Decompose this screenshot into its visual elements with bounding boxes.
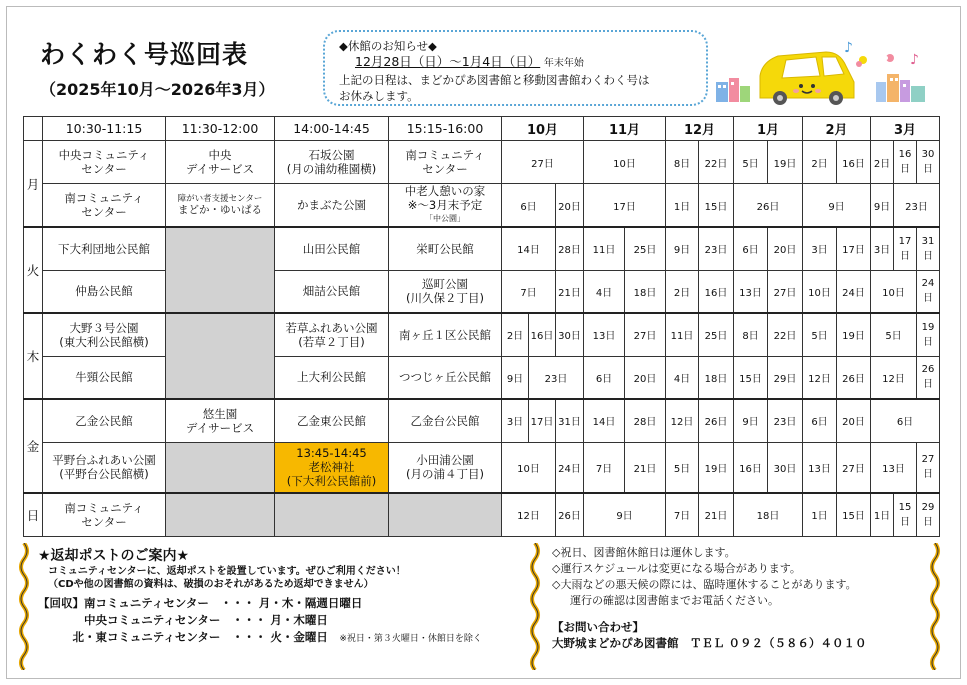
location-cell: 南コミュニティ センター [389,141,502,184]
date-cell: 23日 [768,399,803,442]
date-cell: 27日 [502,141,584,184]
table-row [24,184,940,228]
date-cell: 10日 [871,270,917,313]
collection-schedule [38,595,526,648]
location-cell: 大野３号公園 (東大利公民館横) [43,313,166,356]
table-row [24,442,940,493]
date-cell: 5日 [666,442,699,493]
location-cell: 畑詰公民館 [275,270,389,313]
day-label: 日 [24,493,43,536]
month-header: 10月 [502,117,584,141]
closure-notice [323,30,708,106]
date-cell: 27日 [837,442,871,493]
date-cell: 14日 [502,227,556,270]
notice-dates [339,54,692,72]
date-cell: 10日 [502,442,556,493]
date-cell: 7日 [502,270,556,313]
date-cell: 20日 [625,356,666,399]
date-cell: 15日 [894,493,917,536]
date-cell: 18日 [734,493,803,536]
date-cell: 14日 [584,399,625,442]
date-cell: 4日 [666,356,699,399]
notice-date-suffix: 年末年始 [543,58,584,69]
date-cell: 11日 [666,313,699,356]
date-cell: 9日 [871,184,894,228]
date-cell: 3日 [803,227,837,270]
date-cell: 3日 [871,227,894,270]
date-cell: 5日 [803,313,837,356]
day-label: 木 [24,313,43,399]
header-row [24,117,940,141]
date-cell: 8日 [734,313,768,356]
date-cell: 27日 [768,270,803,313]
location-cell: かまぶた公園 [275,184,389,228]
date-cell: 30日 [768,442,803,493]
date-cell: 31日 [556,399,584,442]
date-cell: 27日 [625,313,666,356]
date-cell: 25日 [699,313,734,356]
notice-body-2: お休みします。 [339,89,419,103]
svg-text:♪: ♪ [910,52,919,68]
date-cell: 13日 [584,313,625,356]
location-cell: 悠生園 デイサービス [166,399,275,442]
table-row [24,227,940,270]
date-cell: 2日 [871,141,894,184]
date-cell: 22日 [768,313,803,356]
date-cell: 13日 [803,442,837,493]
date-cell: 8日 [666,141,699,184]
music-note-icon [844,40,919,68]
date-cell: 28日 [556,227,584,270]
no-service-cell [389,493,502,536]
date-cell: 31日 [917,227,940,270]
date-cell: 4日 [584,270,625,313]
table-row [24,399,940,442]
location-cell: 南ヶ丘１区公民館 [389,313,502,356]
table-row [24,141,940,184]
date-cell: 6日 [871,399,940,442]
date-cell: 7日 [666,493,699,536]
location-cell: 乙金公民館 [43,399,166,442]
date-cell: 19日 [917,313,940,356]
date-cell: 9日 [502,356,529,399]
date-cell: 9日 [803,184,871,228]
location-cell: つつじヶ丘公民館 [389,356,502,399]
date-cell: 25日 [625,227,666,270]
day-label: 月 [24,141,43,228]
location-cell: 中央 デイサービス [166,141,275,184]
date-cell: 26日 [837,356,871,399]
date-cell: 6日 [584,356,625,399]
location-cell: 仲島公民館 [43,270,166,313]
location-cell: 乙金台公民館 [389,399,502,442]
date-cell: 5日 [871,313,917,356]
collection-row: 北・東コミュニティセンター ・・・ 火・金曜日 ※祝日・第３火曜日・休館日を除く [38,630,482,644]
notice-date-range: 12月28日（日）～1月4日（日） [355,54,541,69]
date-cell: 9日 [666,227,699,270]
month-header: 3月 [871,117,940,141]
svg-text:♪: ♪ [844,40,853,56]
bookmobile-illustration [716,38,932,108]
month-header: 11月 [584,117,666,141]
date-cell: 24日 [556,442,584,493]
schedule-table [23,116,940,537]
month-header: 1月 [734,117,803,141]
return-post-heading: ★返却ポストのご案内★ [38,548,190,564]
date-cell: 16日 [894,141,917,184]
date-cell: 30日 [556,313,584,356]
date-cell: 19日 [699,442,734,493]
day-label: 金 [24,399,43,493]
no-service-cell [166,493,275,536]
month-header: 2月 [803,117,871,141]
time-header: 14:00-14:45 [275,117,389,141]
location-cell: 栄町公民館 [389,227,502,270]
collection-row: 中央コミュニティセンター ・・・ 月・木曜日 [38,613,328,627]
table-row [24,493,940,536]
date-cell: 13日 [734,270,768,313]
date-cell: 20日 [768,227,803,270]
date-cell: 6日 [502,184,556,228]
decorative-border-middle [529,543,541,670]
date-cell: 27日 [917,442,940,493]
date-cell: 2日 [666,270,699,313]
location-cell: 南コミュニティ センター [43,184,166,228]
location-cell: 乙金東公民館 [275,399,389,442]
date-cell: 26日 [734,184,803,228]
date-cell: 16日 [529,313,556,356]
date-cell: 29日 [768,356,803,399]
location-cell: 上大利公民館 [275,356,389,399]
page-title: わくわく号巡回表 [40,40,249,69]
table-row [24,270,940,313]
date-cell: 18日 [699,356,734,399]
service-note: ◇祝日、図書館休館日は運休します。 [552,546,736,559]
date-cell: 20日 [556,184,584,228]
date-cell: 7日 [584,442,625,493]
date-cell: 26日 [556,493,584,536]
service-note: ◇運行スケジュールは変更になる場合があります。 [552,562,801,575]
location-cell: 平野台ふれあい公園 (平野台公民館横) [43,442,166,493]
date-cell: 26日 [699,399,734,442]
decorative-border-left [18,543,30,670]
date-cell: 9日 [734,399,768,442]
collection-row: 【回収】南コミュニティセンター ・・・ 月・木・隔週日曜日 [38,596,363,610]
no-service-cell [275,493,389,536]
time-header: 11:30-12:00 [166,117,275,141]
date-cell: 24日 [837,270,871,313]
date-cell: 23日 [699,227,734,270]
date-cell: 23日 [894,184,940,228]
date-cell: 2日 [803,141,837,184]
date-cell: 6日 [803,399,837,442]
date-cell: 1日 [803,493,837,536]
page-period: （2025年10月～2026年3月） [40,80,275,99]
date-cell: 22日 [699,141,734,184]
location-cell: 巡町公園 (川久保２丁目) [389,270,502,313]
no-service-cell [166,442,275,493]
return-post-line-1: コミュニティセンターに、返却ポストを設置しています。ぜひご利用ください！ [48,566,406,577]
date-cell: 28日 [625,399,666,442]
location-cell: 障がい者支援センター まどか・ゆいぱる [166,184,275,228]
date-cell: 5日 [734,141,768,184]
location-cell: 下大利団地公民館 [43,227,166,270]
contact-info [552,619,932,651]
date-cell: 29日 [917,493,940,536]
no-service-cell [166,227,275,313]
date-cell: 26日 [917,356,940,399]
service-notes-section [552,545,932,651]
date-cell: 2日 [502,313,529,356]
contact-heading: 【お問い合わせ】 [552,620,644,634]
highlighted-stop-cell: 13:45-14:45 老松神社 (下大利公民館前) [275,442,389,493]
date-cell: 17日 [837,227,871,270]
service-note: ◇大雨などの悪天候の際には、臨時運休することがあります。 [552,578,857,591]
date-cell: 1日 [871,493,894,536]
location-cell: 石坂公園 (月の浦幼稚園横) [275,141,389,184]
table-row [24,313,940,356]
date-cell: 11日 [584,227,625,270]
service-note: 運行の確認は図書館までお電話ください。 [570,594,779,607]
date-cell: 18日 [625,270,666,313]
month-header: 12月 [666,117,734,141]
date-cell: 30日 [917,141,940,184]
location-cell: 南コミュニティ センター [43,493,166,536]
date-cell: 16日 [734,442,768,493]
time-header: 15:15-16:00 [389,117,502,141]
date-cell: 12日 [502,493,556,536]
time-header: 10:30-11:15 [43,117,166,141]
location-cell: 中老人憩いの家 ※～3月末予定 「中公園」 [389,184,502,228]
date-cell: 21日 [556,270,584,313]
date-cell: 21日 [625,442,666,493]
collection-note: ※祝日・第３火曜日・休館日を除く [339,634,482,644]
return-post-section [38,545,526,648]
date-cell: 10日 [584,141,666,184]
date-cell: 20日 [837,399,871,442]
location-cell: 牛頸公民館 [43,356,166,399]
date-cell: 17日 [529,399,556,442]
date-cell: 19日 [768,141,803,184]
date-cell: 12日 [803,356,837,399]
date-cell: 13日 [871,442,917,493]
date-cell: 21日 [699,493,734,536]
date-cell: 19日 [837,313,871,356]
date-cell: 12日 [666,399,699,442]
date-cell: 15日 [837,493,871,536]
return-post-line-2: （CDや他の図書館の資料は、破損のおそれがあるため返却できません） [48,579,374,590]
location-cell: 山田公民館 [275,227,389,270]
location-cell: 若草ふれあい公園 (若草２丁目) [275,313,389,356]
date-cell: 17日 [894,227,917,270]
location-cell: 小田浦公園 (月の浦４丁目) [389,442,502,493]
date-cell: 12日 [871,356,917,399]
car-icon [760,52,854,105]
date-cell: 15日 [699,184,734,228]
date-cell: 23日 [529,356,584,399]
date-cell: 17日 [584,184,666,228]
no-service-cell [166,313,275,399]
date-cell: 6日 [734,227,768,270]
date-cell: 3日 [502,399,529,442]
table-row [24,356,940,399]
notice-heading: ◆休館のお知らせ◆ [339,39,437,53]
corner-cell [24,117,43,141]
location-cell: 中央コミュニティ センター [43,141,166,184]
date-cell: 1日 [666,184,699,228]
date-cell: 16日 [837,141,871,184]
contact-phone: 大野城まどかぴあ図書館 ＴＥＬ ０９２（５８６）４０１０ [552,636,867,650]
notice-body-1: 上記の日程は、まどかぴあ図書館と移動図書館わくわく号は [339,73,650,87]
date-cell: 10日 [803,270,837,313]
date-cell: 9日 [584,493,666,536]
date-cell: 24日 [917,270,940,313]
date-cell: 16日 [699,270,734,313]
day-label: 火 [24,227,43,313]
date-cell: 15日 [734,356,768,399]
